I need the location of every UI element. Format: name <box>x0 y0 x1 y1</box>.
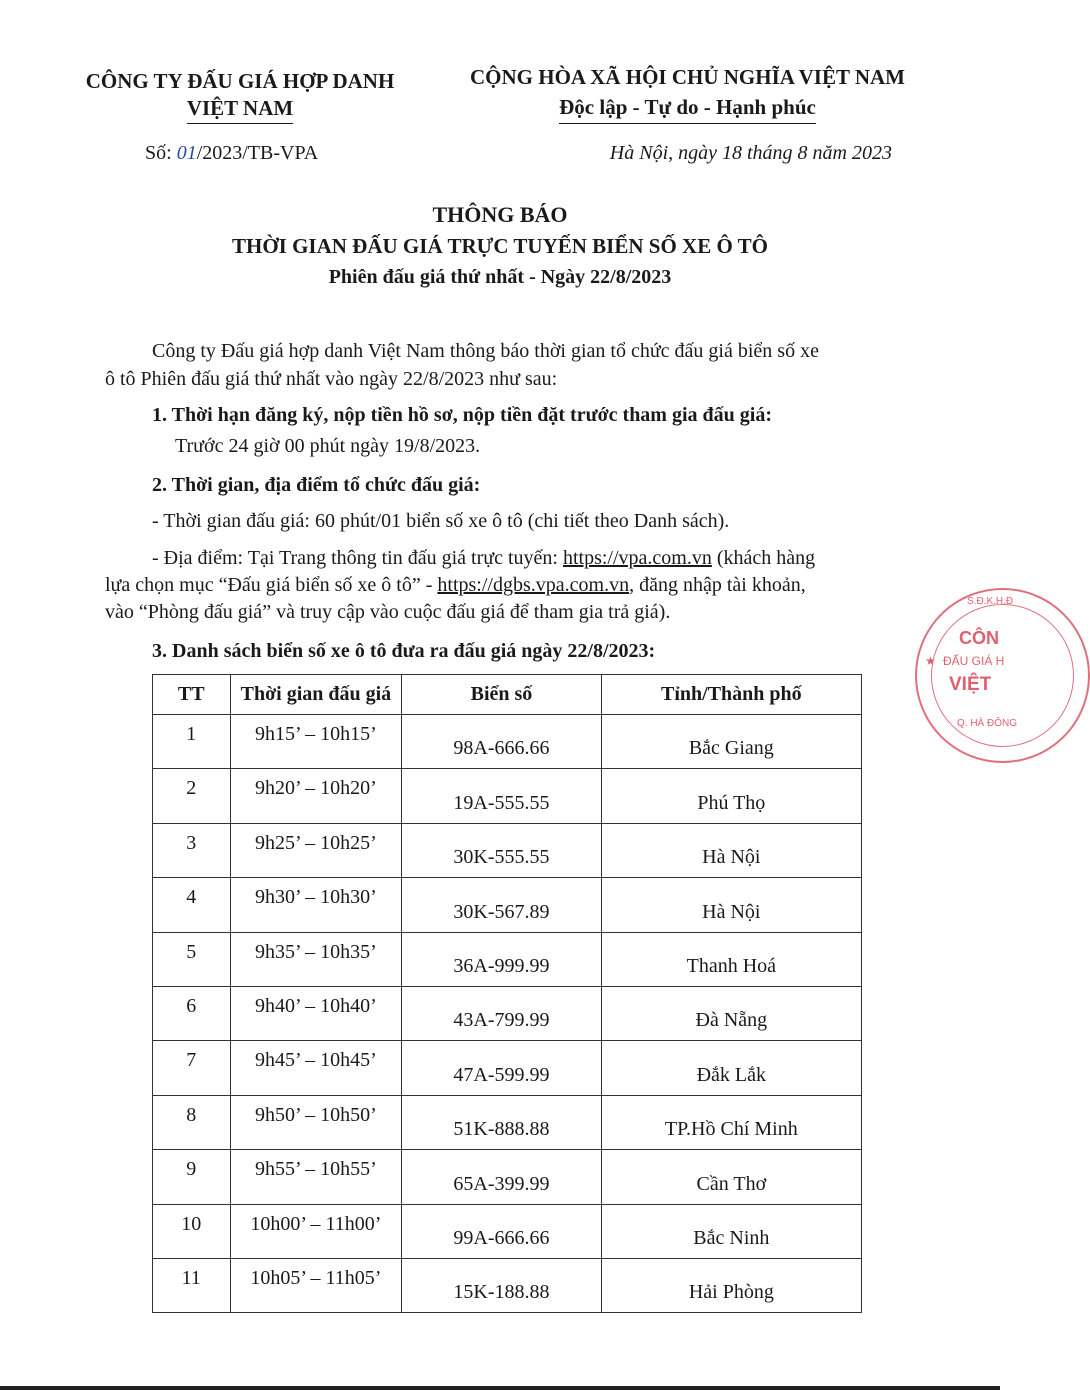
header-time: Thời gian đấu giá <box>230 675 402 715</box>
seal-bottom-arc: Q. HÀ ĐÔNG <box>957 718 1018 729</box>
cell-plate: 51K-888.88 <box>402 1095 601 1149</box>
cell-tt: 9 <box>153 1150 231 1204</box>
table-row <box>153 1095 862 1149</box>
cell-time: 9h40’ – 10h40’ <box>230 986 402 1040</box>
cell-province: TP.Hồ Chí Minh <box>601 1095 861 1149</box>
cell-tt: 7 <box>153 1041 231 1095</box>
cell-plate: 30K-567.89 <box>402 878 601 932</box>
seal-top-arc: S.Đ.K.H.Đ <box>967 596 1014 607</box>
organization-name-line1: CÔNG TY ĐẤU GIÁ HỢP DANH <box>85 69 395 93</box>
cell-time: 9h15’ – 10h15’ <box>230 715 402 769</box>
document-number-prefix: Số: <box>145 142 177 164</box>
table-row <box>153 823 862 877</box>
cell-plate: 30K-555.55 <box>402 823 601 877</box>
document-number-value: 01 <box>176 142 197 164</box>
organization-header <box>50 68 430 124</box>
organization-name-line2: VIỆT NAM <box>187 95 293 124</box>
table-row <box>153 1204 862 1258</box>
cell-plate: 65A-399.99 <box>402 1150 601 1204</box>
cell-time: 9h55’ – 10h55’ <box>230 1150 402 1204</box>
section-1-text: Trước 24 giờ 00 phút ngày 19/8/2023. <box>175 435 481 457</box>
cell-tt: 5 <box>153 932 231 986</box>
section-2-place-line2 <box>105 572 915 598</box>
seal-text-line3: VIỆT <box>949 674 992 695</box>
place-text-d: , đăng nhập tài khoản, <box>629 574 806 596</box>
table-row <box>153 1150 862 1204</box>
place-text-a: - Địa điểm: Tại Trang thông tin đấu giá trực tuyến: <box>152 547 563 569</box>
cell-province: Hà Nội <box>601 878 861 932</box>
cell-time: 10h00’ – 11h00’ <box>230 1204 402 1258</box>
cell-province: Hà Nội <box>601 823 861 877</box>
page-bottom-edge <box>0 1386 1000 1390</box>
section-2-place-line3: vào “Phòng đấu giá” và truy cập vào cuộc đấu giá để tham gia trả giá). <box>105 601 671 623</box>
seal-text-line2: ĐẤU GIÁ H <box>943 654 1005 668</box>
cell-province: Phú Thọ <box>601 769 861 823</box>
cell-tt: 3 <box>153 823 231 877</box>
dgbs-link[interactable]: https://dgbs.vpa.com.vn <box>437 574 630 596</box>
seal-text-line1: CÔN <box>959 628 999 648</box>
cell-plate: 47A-599.99 <box>402 1041 601 1095</box>
cell-tt: 4 <box>153 878 231 932</box>
cell-province: Đà Nẵng <box>601 986 861 1040</box>
vpa-link[interactable]: https://vpa.com.vn <box>562 547 712 569</box>
cell-time: 10h05’ – 11h05’ <box>230 1258 402 1312</box>
cell-time: 9h50’ – 10h50’ <box>230 1095 402 1149</box>
table-header-row <box>153 675 862 715</box>
license-plate-table <box>152 674 862 1313</box>
seal-star-icon: ★ <box>925 654 936 668</box>
intro-line-1: Công ty Đấu giá hợp danh Việt Nam thông báo thời gian tổ chức đấu giá biển số xe <box>152 340 819 362</box>
cell-tt: 1 <box>153 715 231 769</box>
place-text-b: (khách hàng <box>711 547 816 569</box>
document-number-suffix: /2023/TB-VPA <box>196 142 319 164</box>
cell-plate: 36A-999.99 <box>402 932 601 986</box>
table-row <box>153 986 862 1040</box>
cell-time: 9h25’ – 10h25’ <box>230 823 402 877</box>
cell-tt: 10 <box>153 1204 231 1258</box>
header-tt: TT <box>153 675 231 715</box>
session-title: Phiên đấu giá thứ nhất - Ngày 22/8/2023 <box>328 266 672 288</box>
cell-plate: 19A-555.55 <box>402 769 601 823</box>
cell-province: Thanh Hoá <box>601 932 861 986</box>
intro-line-2: ô tô Phiên đấu giá thứ nhất vào ngày 22/8/2023 như sau: <box>105 368 558 390</box>
table-row <box>153 878 862 932</box>
cell-tt: 6 <box>153 986 231 1040</box>
cell-plate: 15K-188.88 <box>402 1258 601 1312</box>
document-number <box>145 142 318 165</box>
cell-time: 9h20’ – 10h20’ <box>230 769 402 823</box>
header-plate: Biển số <box>402 675 601 715</box>
table-row <box>153 715 862 769</box>
cell-plate: 43A-799.99 <box>402 986 601 1040</box>
cell-province: Hải Phòng <box>601 1258 861 1312</box>
section-3-heading: 3. Danh sách biển số xe ô tô đưa ra đấu giá ngày 22/8/2023: <box>152 640 656 662</box>
header-province: Tỉnh/Thành phố <box>601 675 861 715</box>
cell-tt: 11 <box>153 1258 231 1312</box>
cell-province: Bắc Ninh <box>601 1204 861 1258</box>
cell-time: 9h35’ – 10h35’ <box>230 932 402 986</box>
motto: Độc lập - Tự do - Hạnh phúc <box>559 92 816 124</box>
cell-tt: 2 <box>153 769 231 823</box>
section-2-place-line1 <box>152 545 912 571</box>
nation-name: CỘNG HÒA XÃ HỘI CHỦ NGHĨA VIỆT NAM <box>469 65 906 89</box>
company-seal <box>915 588 1090 763</box>
cell-time: 9h30’ – 10h30’ <box>230 878 402 932</box>
table-row <box>153 1258 862 1312</box>
cell-province: Bắc Giang <box>601 715 861 769</box>
document-title: THÔNG BÁO <box>432 202 568 227</box>
cell-tt: 8 <box>153 1095 231 1149</box>
section-1-heading: 1. Thời hạn đăng ký, nộp tiền hồ sơ, nộp tiền đặt trước tham gia đấu giá: <box>152 404 772 426</box>
table-row <box>153 769 862 823</box>
cell-plate: 99A-666.66 <box>402 1204 601 1258</box>
cell-province: Cần Thơ <box>601 1150 861 1204</box>
place-text-c: lựa chọn mục “Đấu giá biển số xe ô tô” - <box>105 574 438 596</box>
table-row <box>153 1041 862 1095</box>
document-subtitle: THỜI GIAN ĐẤU GIÁ TRỰC TUYẾN BIỂN SỐ XE Ô TÔ <box>232 234 768 258</box>
section-2-time: - Thời gian đấu giá: 60 phút/01 biển số xe ô tô (chi tiết theo Danh sách). <box>152 510 730 532</box>
cell-time: 9h45’ – 10h45’ <box>230 1041 402 1095</box>
section-2-heading: 2. Thời gian, địa điểm tổ chức đấu giá: <box>152 474 481 496</box>
cell-plate: 98A-666.66 <box>402 715 601 769</box>
national-motto-header <box>440 62 935 124</box>
place-and-date: Hà Nội, ngày 18 tháng 8 năm 2023 <box>609 142 892 164</box>
table-row <box>153 932 862 986</box>
cell-province: Đắk Lắk <box>601 1041 861 1095</box>
